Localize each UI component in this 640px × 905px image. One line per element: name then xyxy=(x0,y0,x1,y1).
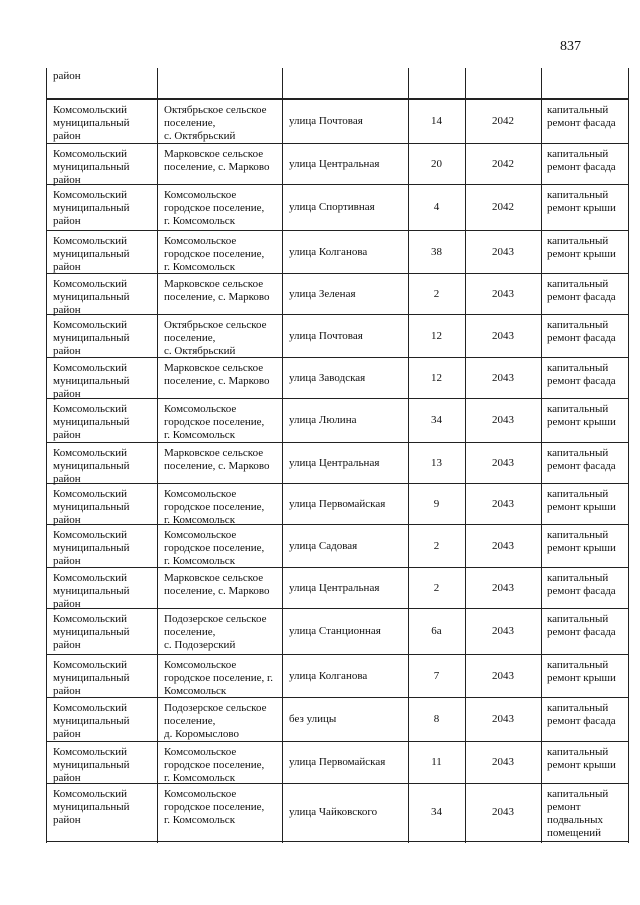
settlement-cell: Подозерское сельское поселение, с. Подозерский xyxy=(164,613,267,651)
house-number-cell: 2 xyxy=(433,581,440,594)
settlement-cell: Марковское сельское поселение, с. Марково xyxy=(164,278,270,303)
work-type-cell: капитальный ремонт фасада xyxy=(547,613,616,638)
district-cell: Комсомольский муниципальный район xyxy=(53,189,130,227)
year-cell: 2043 xyxy=(492,669,514,682)
work-type-cell: капитальный ремонт крыши xyxy=(547,659,616,684)
district-cell: Комсомольский муниципальный район xyxy=(53,235,130,273)
column-divider xyxy=(408,68,409,843)
year-cell: 2042 xyxy=(492,201,514,213)
district-cell: Комсомольский муниципальный район xyxy=(53,788,130,826)
house-number-cell: 34 xyxy=(431,806,442,818)
year-cell: 2043 xyxy=(492,806,514,818)
year-cell: 2043 xyxy=(492,371,514,384)
house-number-cell: 2 xyxy=(433,539,440,552)
work-type-cell: капитальный ремонт подвальных помещений xyxy=(547,788,609,839)
district-cell: Комсомольский муниципальный район xyxy=(53,746,130,784)
settlement-cell: Комсомольское городское поселение, г. Комсомольск xyxy=(164,235,265,273)
work-type-cell: капитальный ремонт крыши xyxy=(547,746,616,771)
work-type-cell: капитальный ремонт крыши xyxy=(547,529,616,554)
work-type-cell: капитальный ремонт фасада xyxy=(547,278,616,303)
house-number-cell: 2 xyxy=(433,287,440,300)
house-number-cell: 13 xyxy=(431,456,442,469)
work-type-cell: капитальный ремонт фасада xyxy=(547,447,616,472)
street-cell: улица Чайковского xyxy=(289,806,378,818)
settlement-cell: Октябрьское сельское поселение, с. Октябрьский xyxy=(164,319,267,357)
district-cell: Комсомольский муниципальный район xyxy=(53,319,130,357)
house-number-cell: 11 xyxy=(431,756,442,768)
column-divider xyxy=(282,68,283,843)
district-cell: Комсомольский муниципальный район xyxy=(53,104,130,142)
column-divider xyxy=(541,68,542,843)
house-number-cell: 7 xyxy=(433,669,440,682)
street-cell: улица Центральная xyxy=(289,581,380,594)
street-cell: улица Почтовая xyxy=(289,329,363,342)
year-cell: 2043 xyxy=(492,456,514,469)
district-cell: Комсомольский муниципальный район xyxy=(53,659,130,697)
settlement-cell: Марковское сельское поселение, с. Марково xyxy=(164,362,270,387)
street-cell: улица Станционная xyxy=(289,625,381,637)
housing-repair-table xyxy=(46,68,629,843)
street-cell: улица Центральная xyxy=(289,157,380,170)
year-cell: 2043 xyxy=(492,581,514,594)
district-cell: Комсомольский муниципальный район xyxy=(53,529,130,567)
house-number-cell: 8 xyxy=(433,713,440,725)
district-cell: Комсомольский муниципальный район xyxy=(53,488,130,526)
street-cell: улица Колганова xyxy=(289,245,368,258)
work-type-cell: капитальный ремонт фасада xyxy=(547,572,616,597)
district-cell: Комсомольский муниципальный район xyxy=(53,613,130,651)
column-divider xyxy=(157,68,158,843)
year-cell: 2043 xyxy=(492,287,514,300)
work-type-cell: капитальный ремонт фасада xyxy=(547,702,616,727)
district-cell: Комсомольский муниципальный район xyxy=(53,362,130,400)
house-number-cell: 14 xyxy=(431,115,442,127)
work-type-cell: капитальный ремонт фасада xyxy=(547,148,616,173)
year-cell: 2042 xyxy=(492,115,514,127)
house-number-cell: 9 xyxy=(433,497,440,510)
year-cell: 2043 xyxy=(492,497,514,510)
street-cell: улица Зеленая xyxy=(289,287,356,300)
year-cell: 2043 xyxy=(492,756,514,768)
district-cell: Комсомольский муниципальный район xyxy=(53,702,130,740)
district-cell: Комсомольский муниципальный район xyxy=(53,148,130,186)
year-cell: 2043 xyxy=(492,329,514,342)
year-cell: 2043 xyxy=(492,539,514,552)
work-type-cell: капитальный ремонт крыши xyxy=(547,235,616,260)
district-cell: район xyxy=(53,70,81,82)
year-cell: 2043 xyxy=(492,245,514,258)
column-divider xyxy=(628,68,629,843)
settlement-cell: Комсомольское городское поселение, г. Комсомольск xyxy=(164,529,265,567)
street-cell: улица Спортивная xyxy=(289,201,375,213)
page-number: 837 xyxy=(560,39,581,54)
column-divider xyxy=(465,68,466,843)
settlement-cell: Комсомольское городское поселение, г. Комсомольск xyxy=(164,403,265,441)
year-cell: 2043 xyxy=(492,625,514,637)
settlement-cell: Подозерское сельское поселение, д. Коромыслово xyxy=(164,702,267,740)
street-cell: улица Первомайская xyxy=(289,497,386,510)
settlement-cell: Комсомольское городское поселение, г. Комсомольск xyxy=(164,659,274,697)
settlement-cell: Комсомольское городское поселение, г. Комсомольск xyxy=(164,788,265,826)
district-cell: Комсомольский муниципальный район xyxy=(53,572,130,610)
street-cell: улица Первомайская xyxy=(289,756,386,768)
house-number-cell: 4 xyxy=(433,201,440,213)
street-cell: улица Заводская xyxy=(289,371,366,384)
column-divider xyxy=(46,68,47,843)
district-cell: Комсомольский муниципальный район xyxy=(53,278,130,316)
year-cell: 2043 xyxy=(492,414,514,426)
settlement-cell: Марковское сельское поселение, с. Марково xyxy=(164,572,270,597)
work-type-cell: капитальный ремонт фасада xyxy=(547,319,616,344)
street-cell: улица Почтовая xyxy=(289,115,363,127)
district-cell: Комсомольский муниципальный район xyxy=(53,403,130,441)
street-cell: улица Колганова xyxy=(289,669,368,682)
house-number-cell: 20 xyxy=(431,157,442,170)
house-number-cell: 12 xyxy=(431,329,442,342)
work-type-cell: капитальный ремонт крыши xyxy=(547,488,616,513)
house-number-cell: 12 xyxy=(431,371,442,384)
settlement-cell: Октябрьское сельское поселение, с. Октябрьский xyxy=(164,104,267,142)
work-type-cell: капитальный ремонт фасада xyxy=(547,104,616,129)
year-cell: 2043 xyxy=(492,713,514,725)
year-cell: 2042 xyxy=(492,157,514,170)
house-number-cell: 6а xyxy=(431,625,442,637)
house-number-cell: 34 xyxy=(431,414,442,426)
settlement-cell: Марковское сельское поселение, с. Марково xyxy=(164,148,270,173)
street-cell: улица Центральная xyxy=(289,456,380,469)
settlement-cell: Комсомольское городское поселение, г. Комсомольск xyxy=(164,189,265,227)
work-type-cell: капитальный ремонт крыши xyxy=(547,189,616,214)
street-cell: улица Садовая xyxy=(289,539,358,552)
street-cell: без улицы xyxy=(289,713,337,725)
settlement-cell: Комсомольское городское поселение, г. Комсомольск xyxy=(164,746,265,784)
house-number-cell: 38 xyxy=(431,245,442,258)
work-type-cell: капитальный ремонт крыши xyxy=(547,403,616,428)
settlement-cell: Комсомольское городское поселение, г. Комсомольск xyxy=(164,488,265,526)
district-cell: Комсомольский муниципальный район xyxy=(53,447,130,485)
work-type-cell: капитальный ремонт фасада xyxy=(547,362,616,387)
street-cell: улица Люлина xyxy=(289,414,357,426)
settlement-cell: Марковское сельское поселение, с. Марково xyxy=(164,447,270,472)
